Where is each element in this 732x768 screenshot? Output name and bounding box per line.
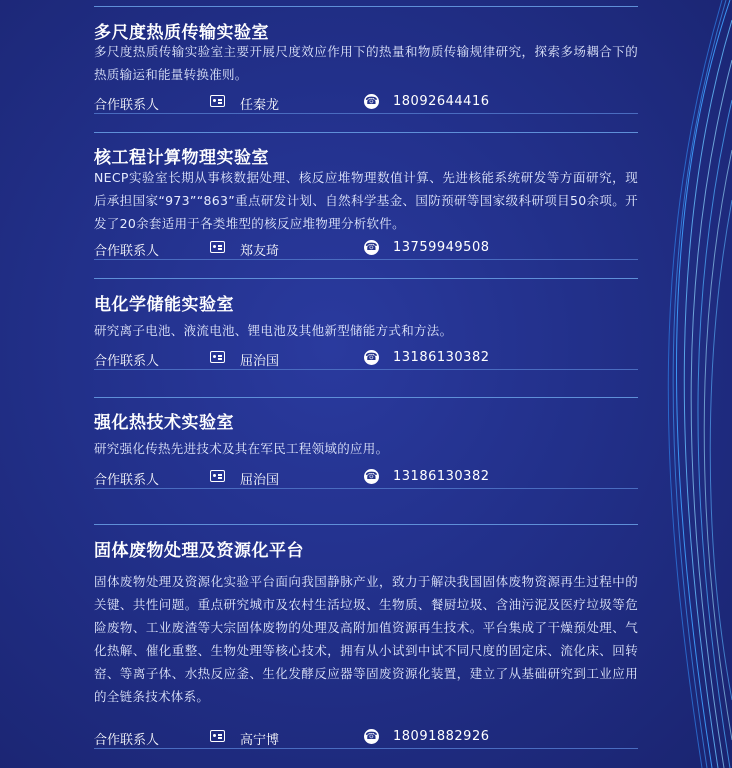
contact-row (94, 727, 638, 749)
phone-icon: ☎ (365, 96, 378, 107)
id-card-icon (210, 730, 225, 742)
phone-number: 13759949508 (393, 240, 490, 255)
contact-label: 合作联系人 (94, 354, 160, 369)
lab-title: 多尺度热质传输实验室 (94, 23, 269, 43)
phone-icon: ☎ (365, 471, 378, 482)
section-divider (94, 524, 638, 525)
section-divider (94, 278, 638, 279)
lab-description: 研究强化传热先进技术及其在军民工程领域的应用。 (94, 441, 389, 456)
contact-name: 郑友琦 (240, 244, 280, 259)
lab-description: 固体废物处理及资源化实验平台面向我国静脉产业，致力于解决我国固体废物资源再生过程中的关键、共性问题。重点研究城市及农村生活垃圾、生物质、餐厨垃圾、含油污泥及医疗垃圾等危险废物、工业废渣等大宗固体废物的处理及高附加值资源再生技术。平台集成了干燥预处理、气化热解、催化重整、生物处理等核心技术，拥有从小试到中试不同尺度的固定床、流化床、回转窑、等离子体、水热反应釜、生化发酵反应器等固废资源化装置，建立了从基础研究到工业应用的全链条技术体系。 (94, 574, 638, 704)
contact-underline (94, 259, 638, 260)
contact-underline (94, 369, 638, 370)
contact-name: 任秦龙 (240, 98, 280, 113)
contact-row (94, 92, 638, 114)
lab-description: 多尺度热质传输实验室主要开展尺度效应作用下的热量和物质传输规律研究，探索多场耦合下的热质输运和能量转换准则。 (94, 44, 638, 82)
section-divider (94, 6, 638, 7)
phone-number: 13186130382 (393, 469, 490, 484)
id-card-icon (210, 470, 225, 482)
phone-icon: ☎ (365, 242, 378, 253)
phone-number: 13186130382 (393, 350, 490, 365)
contact-row (94, 467, 638, 489)
contact-name: 屈治国 (240, 354, 280, 369)
contact-label: 合作联系人 (94, 733, 160, 748)
lab-description: 研究离子电池、液流电池、锂电池及其他新型储能方式和方法。 (94, 323, 453, 338)
section-divider (94, 132, 638, 133)
id-card-icon (210, 351, 225, 363)
lab-description: NECP实验室长期从事核数据处理、核反应堆物理数值计算、先进核能系统研发等方面研究，现后承担国家“973”“863”重点研发计划、自然科学基金、国防预研等国家级科研项目50余项。开发了20余套适用于各类堆型的核反应堆物理分析软件。 (94, 170, 638, 231)
lab-title: 固体废物处理及资源化平台 (94, 541, 304, 561)
contact-row (94, 238, 638, 260)
contact-row (94, 348, 638, 370)
contact-name: 屈治国 (240, 473, 280, 488)
contact-underline (94, 488, 638, 489)
phone-number: 18092644416 (393, 94, 490, 109)
lab-title: 核工程计算物理实验室 (94, 148, 269, 168)
section-divider (94, 397, 638, 398)
contact-underline (94, 748, 638, 749)
decorative-wave-lines (652, 0, 732, 768)
phone-icon: ☎ (365, 731, 378, 742)
id-card-icon (210, 241, 225, 253)
contact-label: 合作联系人 (94, 98, 160, 113)
contact-label: 合作联系人 (94, 244, 160, 259)
contact-underline (94, 113, 638, 114)
id-card-icon (210, 95, 225, 107)
contact-label: 合作联系人 (94, 473, 160, 488)
phone-icon: ☎ (365, 352, 378, 363)
phone-number: 18091882926 (393, 729, 490, 744)
contact-name: 高宁博 (240, 733, 280, 748)
lab-title: 电化学储能实验室 (94, 295, 234, 315)
lab-title: 强化热技术实验室 (94, 413, 234, 433)
